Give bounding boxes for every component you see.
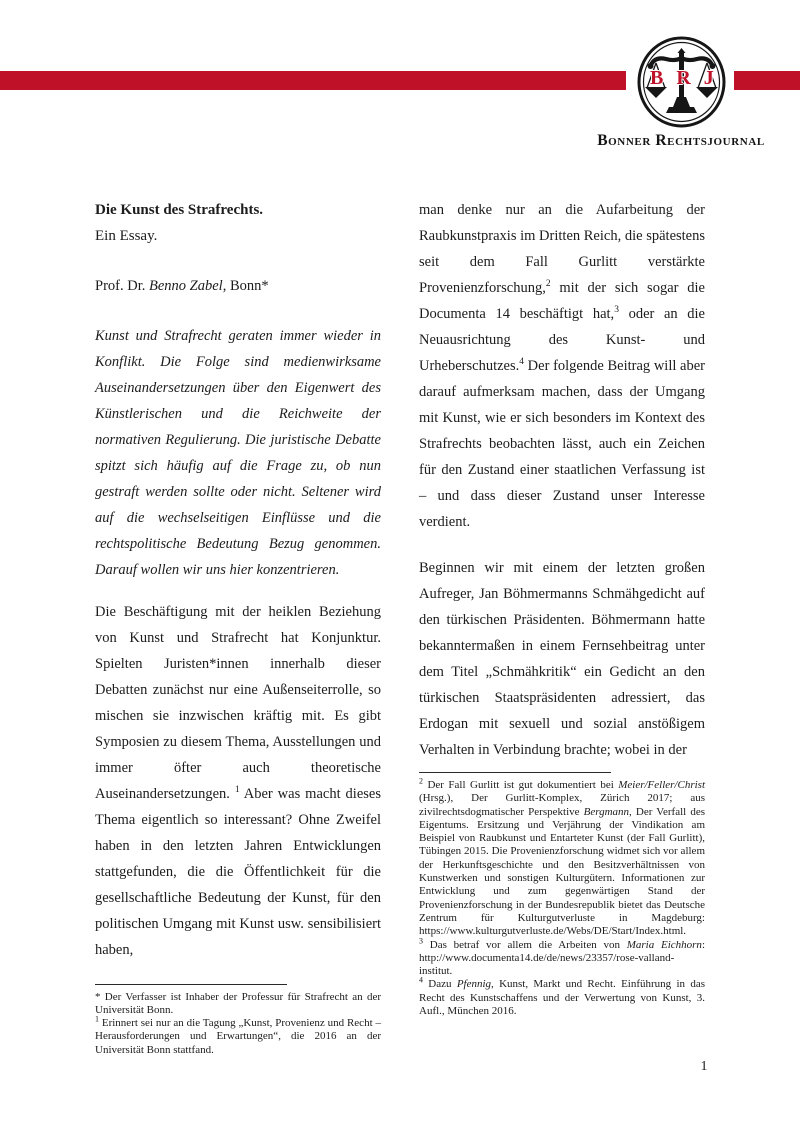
paragraph-text: oder an die Neuausrichtung des Kunst- und Urheberschutzes. (419, 306, 705, 374)
author-suffix: , Bonn* (222, 278, 269, 294)
footnote-4-marker: 4 (419, 975, 423, 985)
right-column (419, 197, 705, 1057)
cited-author: Maria Eichhorn (626, 938, 702, 951)
author-line (95, 273, 381, 299)
footnote-2 (419, 776, 705, 939)
footnote-star: * Der Verfasser ist Inhaber der Professur für Strafrecht an der Universität Bonn. (95, 990, 381, 1016)
footnote-4-text: , Kunst, Markt und Recht. Einführung in das Recht des Kunstschaffens und der Verwertung von Kunst, 3. Aufl., München 2016. (419, 978, 705, 1018)
journal-name: Bonner Rechtsjournal (597, 132, 765, 149)
author-name: Benno Zabel (148, 278, 223, 294)
footnote-1-text: Erinnert sei nur an die Tagung „Kunst, Provenienz und Recht – Herausforderungen und Erwartungen“, die 2016 an der Universität Bonn stattfand. (95, 1017, 381, 1056)
body-paragraph-1 (95, 599, 381, 963)
cited-author: Bergmann (583, 805, 630, 818)
brj-logo (637, 36, 726, 128)
footnote-ref-1: 1 (234, 785, 240, 796)
footnote-4-text: Dazu (423, 978, 457, 991)
article-body (95, 197, 705, 1057)
footnote-separator (419, 772, 611, 773)
footnote-3-marker: 3 (419, 935, 423, 945)
footnote-separator (95, 984, 287, 985)
article-subtitle: Ein Essay. (95, 228, 158, 244)
footnote-2-text: Der Fall Gurlitt ist gut dokumentiert bei (423, 779, 619, 791)
footnote-2-text: (Hrsg.), Der Gurlitt-Komplex, Zürich 2017; aus zivilrechtsdogmatischer Perspektive (419, 792, 705, 818)
footnote-3-text: Das betraf vor allem die Arbeiten von (423, 938, 627, 951)
footnote-4 (419, 975, 705, 1018)
paragraph-text: man denke nur an die Aufarbeitung der Raubkunstpraxis im Dritten Reich, die spätestens seit dem Fall Gurlitt verstärkte Provenienzforschung, (419, 202, 705, 296)
footnote-1 (95, 1014, 381, 1057)
footnote-3-text: : http://www.documenta14.de/de/news/23357/rose-valland-institut. (419, 938, 705, 978)
paragraph-text: Der folgende Beitrag will aber darauf aufmerksam machen, dass der Umgang mit Kunst, wie er sich besonders im Kontext des Strafrechts beobachten lässt, auch ein Zeichen für den Zustand einer staatlichen Verfassung ist – und dass dieser Zustand unser Interesse verdient. (419, 358, 705, 530)
footnote-ref-2: 2 (545, 279, 551, 290)
left-column (95, 197, 381, 1057)
paragraph-text: mit der sich sogar die Documenta 14 beschäftigt hat, (419, 280, 705, 322)
body-paragraph-2 (419, 197, 705, 535)
cited-author: Pfennig (456, 978, 492, 991)
article-title: Die Kunst des Strafrechts. (95, 202, 264, 218)
footnote-2-text: , Der Verfall des Eigentums. Ersitzung und Verjährung der Vindikation am Beispiel von Raubkunst und Entarteter Kunst (der Fall Gurlitt), Tübingen 2015. Die Provenienzforschung widmet sich vor allem der Herkunftsgeschichte und den Besitzverhältnissen von Kunstwerken und sonstigen Kulturgütern. Informationen zur Entwicklung und zum gegenwärtigen Stand der Provenienzforschung in der Bundesrepublik bietet das Deutsche Zentrum für Kulturgutverluste in Magdeburg: https://www.kulturgutverluste.de/Webs/DE/Start/Index.html. (419, 805, 705, 938)
page-number: 1 (700, 1059, 708, 1074)
footnote-2-marker: 2 (419, 776, 423, 786)
paragraph-text: Die Beschäftigung mit der heiklen Beziehung von Kunst und Strafrecht hat Konjunktur. Spielten Juristen*innen innerhalb dieser Debatten zunächst nur eine Außenseiterrolle, so mischen sie inzwischen kräftig mit. Es gibt Symposien zu diesem Thema, Ausstellungen und immer öfter auch theoretische Auseinandersetzungen. (95, 604, 381, 802)
cited-author: Meier/Feller/Christ (618, 779, 705, 791)
left-footnotes (95, 984, 381, 1057)
logo-letters: BRJ (650, 67, 727, 89)
right-footnotes (419, 772, 705, 1018)
paragraph-text: Aber was macht dieses Thema eigentlich so interessant? Ohne Zweifel haben in den letzten Jahren Entwicklungen stattgefunden, die die Öffentlichkeit für die gesellschaftliche Bedeutung der Kunst, für den politischen Umgang mit Kunst usw. sensibilisiert haben, (95, 786, 381, 958)
abstract-paragraph: Kunst und Strafrecht geraten immer wieder in Konflikt. Die Folge sind medienwirksame Auseinandersetzungen über den Eigenwert des Künstlerischen und die Reichweite der normativen Regulierung. Die juristische Debatte spitzt sich häufig auf die Frage zu, ob nun gestraft werden sollte oder nicht. Seltener wird auf die wechselseitigen Einflüsse und die rechtspolitische Bedeutung Bezug genommen. Darauf wollen wir uns hier konzentrieren. (95, 328, 381, 578)
footnote-1-marker: 1 (95, 1014, 99, 1024)
author-prefix: Prof. Dr. (95, 278, 149, 294)
footnote-ref-4: 4 (519, 357, 524, 368)
footnote-ref-3: 3 (614, 305, 619, 316)
footnote-3 (419, 935, 705, 979)
body-paragraph-3: Beginnen wir mit einem der letzten großen Aufreger, Jan Böhmermanns Schmähgedicht auf den türkischen Präsidenten. Böhmermann hatte bekanntermaßen in einem Fernsehbeitrag unter dem Titel „Schmähkritik“ ein Gedicht an den türkischen Staatspräsidenten adressiert, das Erdogan mit sexuell und sozial anstößigem Verhalten in Verbindung brachte; wobei in der (419, 560, 705, 758)
